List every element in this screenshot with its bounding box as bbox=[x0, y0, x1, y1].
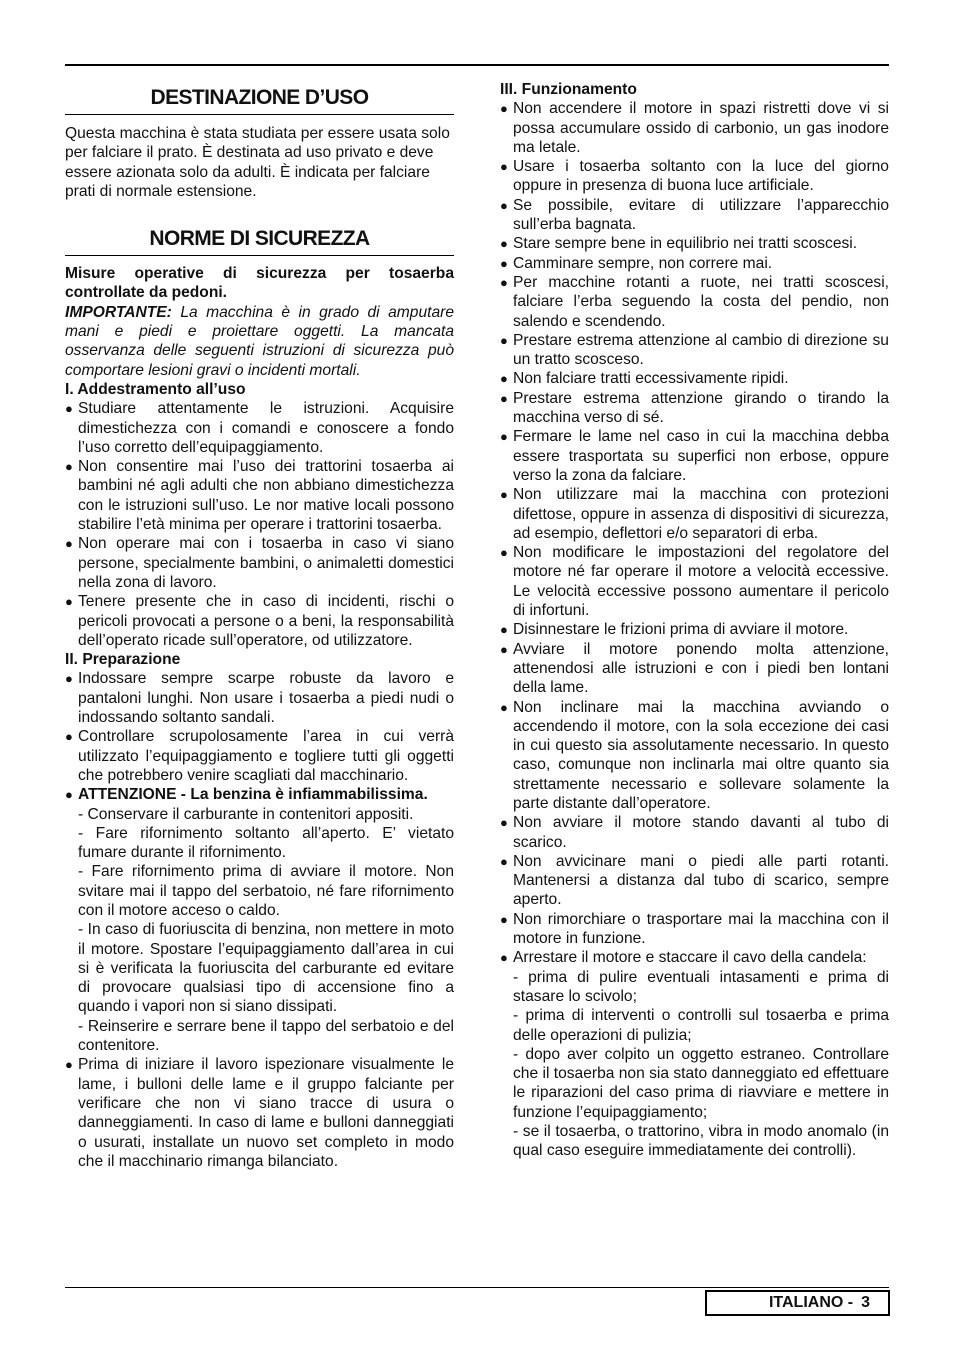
list-item: ● Camminare sempre, non correre mai. bbox=[500, 254, 889, 273]
warning-subitem: - Fare rifornimento prima di avviare il motore. Non svitare mai il tappo del serbatoio, né fare rifornimento con il motore acceso o caldo. bbox=[78, 863, 454, 919]
preparation-list bbox=[65, 669, 454, 804]
list-item: ● Non avviare il motore stando davanti al tubo di scarico. bbox=[500, 813, 889, 852]
list-item: ● Prestare estrema attenzione al cambio di direzione su un tratto scosceso. bbox=[500, 331, 889, 370]
important-note bbox=[65, 303, 454, 380]
warning-subitem: - Fare rifornimento soltanto all’aperto. E’ vietato fumare durante il rifornimento. bbox=[78, 824, 454, 862]
list-item: ● Non inclinare mai la macchina avviando o accendendo il motore, con la sola eccezione dei casi in cui questo sia assolutamente necessario. In questo caso, comunque non inclinarla mai oltre quanto sia strettamente necessario e sollevare solamente la parte distante dall’operatore. bbox=[500, 698, 889, 814]
section-title-operation: III. Funzionamento bbox=[500, 81, 637, 98]
list-item: ● Disinnestare le frizioni prima di avviare il motore. bbox=[500, 620, 889, 639]
list-item: ● Controllare scrupolosamente l’area in cui verrà utilizzato l’equipaggiamento e togliere tutti gli oggetti che potrebbero venire scagliati dal macchinario. bbox=[65, 727, 454, 785]
safety-subheading: Misure operative di sicurezza per tosaerba controllate da pedoni. bbox=[65, 265, 454, 302]
list-item: ● Non rimorchiare o trasportare mai la macchina con il motore in funzione. bbox=[500, 910, 889, 949]
section-title-preparation: II. Preparazione bbox=[65, 651, 181, 669]
list-item: ● Non avvicinare mani o piedi alle parti rotanti. Mantenersi a distanza dal tubo di scarico, sempre aperto. bbox=[500, 852, 889, 910]
list-item: ● Arrestare il motore e staccare il cavo della candela: bbox=[500, 948, 889, 967]
list-item: ● Non operare mai con i tosaerba in caso vi siano persone, specialmente bambini, o animaletti domestici nella zona di lavoro. bbox=[65, 534, 454, 592]
list-item: ● Non utilizzare mai la macchina con protezioni difettose, oppure in assenza di dispositivi di sicurezza, ad esempio, deflettori e/o separatori di erba. bbox=[500, 485, 889, 543]
warning-subitem: - Reinserire e serrare bene il tappo del serbatoio e del contenitore. bbox=[78, 1017, 454, 1055]
intro-paragraph: Questa macchina è stata studiata per essere usata solo per falciare il prato. È destinata ad uso privato e deve essere azionata solo da adulti. È indicata per falciare prati di normale estensione. bbox=[65, 125, 450, 200]
list-item: ● Indossare sempre scarpe robuste da lavoro e pantaloni lunghi. Non usare i tosaerba a piedi nudi o indossando soltanto sandali. bbox=[65, 669, 454, 727]
inspection-list bbox=[65, 1055, 454, 1171]
warning-item: ● ATTENZIONE - La benzina è infiammabilissima. bbox=[65, 785, 454, 804]
list-item: ● Non accendere il motore in spazi ristretti dove vi si possa accumulare ossido di carbonio, un gas inodore ma letale. bbox=[500, 99, 889, 157]
stop-engine-subitem: - prima di pulire eventuali intasamenti e prima di stasare lo scivolo; bbox=[513, 968, 889, 1005]
list-item: ● Tenere presente che in caso di incidenti, rischi o pericoli provocati a persone o a beni, la responsabilità dell’operato ricade sull’operatore, od utilizzatore. bbox=[65, 592, 454, 650]
list-item: ● Stare sempre bene in equilibrio nei tratti scoscesi. bbox=[500, 234, 889, 253]
list-item: ● Non falciare tratti eccessivamente ripidi. bbox=[500, 369, 889, 388]
list-item: ● Studiare attentamente le istruzioni. Acquisire dimestichezza con i comandi e conoscere a fondo l’uso corretto dell’equipaggiamento. bbox=[65, 399, 454, 457]
stop-engine-subitem: - prima di interventi o controlli sul tosaerba e prima delle operazioni di pulizia; bbox=[513, 1007, 889, 1044]
top-rule bbox=[65, 64, 889, 66]
stop-engine-subitem: - se il tosaerba, o trattorino, vibra in modo anomalo (in qual caso eseguire immediatamente dei controlli). bbox=[513, 1123, 889, 1160]
list-item: ● Non consentire mai l’uso dei trattorini tosaerba ai bambini né agli adulti che non abbiano dimestichezza con le istruzioni sull’uso. Le nor mative locali possono stabilire l’età minima per operare i trattorini tosaerba. bbox=[65, 457, 454, 534]
right-column bbox=[500, 80, 889, 1161]
operation-list bbox=[500, 99, 889, 967]
list-item: ● Per macchine rotanti a ruote, nei tratti scoscesi, falciare l’erba seguendo la costa del pendio, non salendo e scendendo. bbox=[500, 273, 889, 331]
footer-language: ITALIANO - bbox=[768, 1294, 854, 1311]
warning-subitem: - In caso di fuoriuscita di benzina, non mettere in moto il motore. Spostare l’equipaggiamento dall’area in cui si è verificata la fuoriuscita del carburante ed evitare di provocare qualsiasi tipo di accensione fino a quando i vapori non si siano dissipati. bbox=[78, 921, 454, 1016]
list-item: ● Non modificare le impostazioni del regolatore del motore né far operare il motore a velocità eccessive. Le velocità eccessive possono aumentare il pericolo di infortuni. bbox=[500, 543, 889, 620]
stop-engine-subitem: - dopo aver colpito un oggetto estraneo. Controllare che il tosaerba non sia stato danneggiato ed effettuare le riparazioni del caso prima di riavviare e mettere in funzione l’equipaggiamento; bbox=[513, 1045, 889, 1121]
section-title-training: I. Addestramento all’uso bbox=[65, 380, 246, 398]
important-text: La macchina è in grado di amputare mani e piedi e proiettare oggetti. La mancata osservanza delle seguenti istruzioni di sicurezza può comportare lesioni gravi o incidenti mortali. bbox=[65, 303, 454, 379]
important-label: IMPORTANTE: bbox=[65, 303, 172, 321]
page-number: 3 bbox=[861, 1294, 870, 1311]
list-item: ● Usare i tosaerba soltanto con la luce del giorno oppure in presenza di buona luce artificiale. bbox=[500, 157, 889, 196]
list-item: ● Fermare le lame nel caso in cui la macchina debba essere trasportata su superfici non erbose, oppure verso la zona da falciare. bbox=[500, 427, 889, 485]
page-footer bbox=[705, 1290, 890, 1316]
list-item: ● Prestare estrema attenzione girando o tirando la macchina verso di sé. bbox=[500, 389, 889, 428]
training-list bbox=[65, 399, 454, 650]
list-item: ● Se possibile, evitare di utilizzare l’apparecchio sull’erba bagnata. bbox=[500, 196, 889, 235]
warning-subitem: - Conservare il carburante in contenitori appositi. bbox=[78, 805, 414, 823]
left-column bbox=[65, 80, 454, 1171]
heading-safety-rules: NORME DI SICUREZZA bbox=[65, 223, 454, 256]
heading-intended-use: DESTINAZIONE D’USO bbox=[65, 82, 454, 115]
bottom-rule bbox=[65, 1287, 889, 1288]
list-item: ● Avviare il motore ponendo molta attenzione, attenendosi alle istruzioni e con i piedi ben lontani della lame. bbox=[500, 640, 889, 698]
list-item: ● Prima di iniziare il lavoro ispezionare visualmente le lame, i bulloni delle lame e il gruppo falciante per verificare che non vi siano tracce di usura o danneggiamenti. In caso di lame e bulloni danneggiati o usurati, installate un nuovo set completo in modo che il macchinario rimanga bilanciato. bbox=[65, 1055, 454, 1171]
